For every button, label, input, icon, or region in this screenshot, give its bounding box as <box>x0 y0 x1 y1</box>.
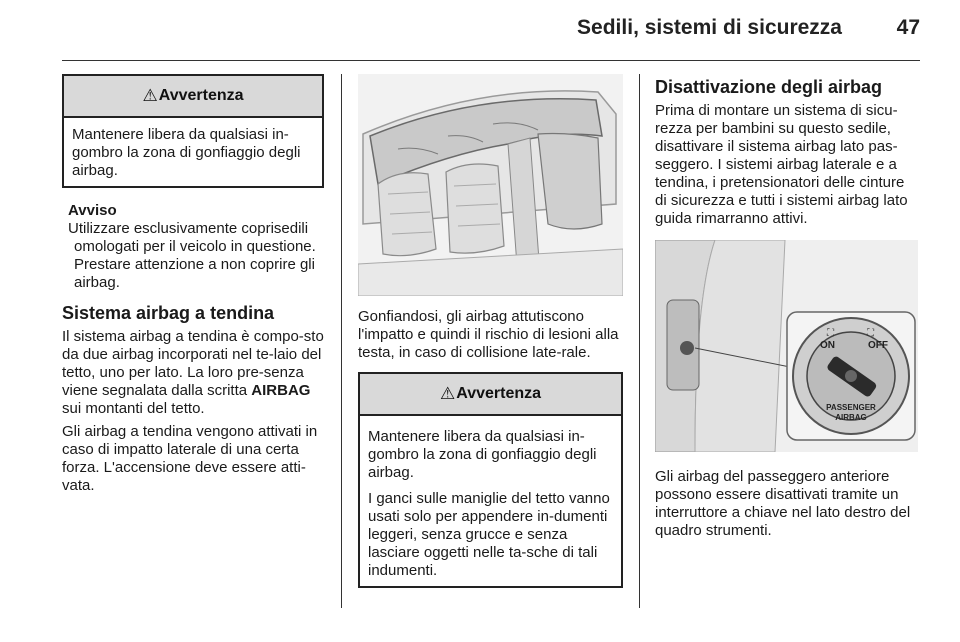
switch-caption: Gli airbag del passeggero anteriore possono essere disattivati tramite un interruttore a chiave nel lato destro del quadro strumenti. <box>655 468 911 539</box>
note-line-2: omologati per il veicolo in questione. <box>74 238 316 255</box>
curtain-airbag-illustration <box>358 74 623 296</box>
column-3 <box>655 74 920 545</box>
seat-icon: ⛶ <box>867 328 874 339</box>
column-divider-2 <box>639 74 640 608</box>
warning-box <box>62 74 324 188</box>
switch-passenger-label: PASSENGER <box>826 403 876 412</box>
switch-on-label: ON <box>820 340 835 351</box>
seat-icon: ⛶ <box>827 328 834 339</box>
curtain-airbag-paragraph-1 <box>62 328 324 418</box>
switch-airbag-label: AIRBAG <box>835 413 867 422</box>
note-line-1: Utilizzare esclusivamente coprisedili <box>68 220 309 237</box>
warning-body <box>64 118 322 186</box>
warning-header <box>64 76 322 118</box>
section-title-curtain-airbag: Sistema airbag a tendina <box>62 303 275 323</box>
warning-title: Avvertenza <box>158 87 244 104</box>
curtain-airbag-paragraph-2: Gli airbag a tendina vengono attivati in caso di impatto laterale di una certa forza. L'accensione deve essere atti-vata. <box>62 423 318 494</box>
para-text-end: sui montanti del tetto. <box>62 400 205 417</box>
warning-text-1: Mantenere libera da qualsiasi in-gombro la zona di gonfiaggio degli airbag. <box>368 428 597 481</box>
column-1 <box>62 74 324 500</box>
airbag-bold-label: AIRBAG <box>251 382 311 399</box>
warning-triangle-icon: ⚠ <box>439 384 456 403</box>
deactivation-paragraph: Prima di montare un sistema di sicu-rezza per bambini su questo sedile, disattivare il sistema airbag lato pas-seggero. I sistemi airbag laterale e a tendina, i pretensionatori delle cinture di sicurezza e tutti i sistemi airbag lato guida rimarranno attivi. <box>655 102 908 227</box>
note-title: Avviso <box>68 202 117 219</box>
header-rule <box>62 60 920 61</box>
note-line-3: Prestare attenzione a non coprire gli <box>74 256 315 273</box>
warning-body-2 <box>360 416 621 586</box>
page-header-title: Sedili, sistemi di sicurezza <box>577 16 842 39</box>
warning-box-2 <box>358 372 623 588</box>
note <box>62 202 324 292</box>
warning-triangle-icon: ⚠ <box>142 86 158 105</box>
page-number: 47 <box>896 16 920 39</box>
column-divider-1 <box>341 74 342 608</box>
switch-off-label: OFF <box>868 340 888 351</box>
note-line-4: airbag. <box>74 274 120 291</box>
warning-text-2: I ganci sulle maniglie del tetto vanno usati solo per appendere in-dumenti leggeri, senza grucce e senza lasciare oggetti nelle ta-sche di tali indumenti. <box>368 490 610 579</box>
warning-header-2 <box>360 374 621 416</box>
section-title-airbag-deactivation: Disattivazione degli airbag <box>655 77 883 97</box>
column-2 <box>358 74 623 588</box>
warning-title-2: Avvertenza <box>456 385 542 402</box>
curtain-airbag-caption: Gonfiandosi, gli airbag attutiscono l'impatto e quindi il rischio di lesioni alla testa, in caso di collisione late-rale. <box>358 308 619 361</box>
passenger-airbag-switch-illustration <box>655 240 918 452</box>
warning-text: Mantenere libera da qualsiasi in-gombro la zona di gonfiaggio degli airbag. <box>72 126 301 179</box>
para-text: Il sistema airbag a tendina è compo-sto da due airbag incorporati nel te-laio del tetto, uno per lato. La loro pre-senza viene segnalata dalla scritta <box>62 328 324 399</box>
